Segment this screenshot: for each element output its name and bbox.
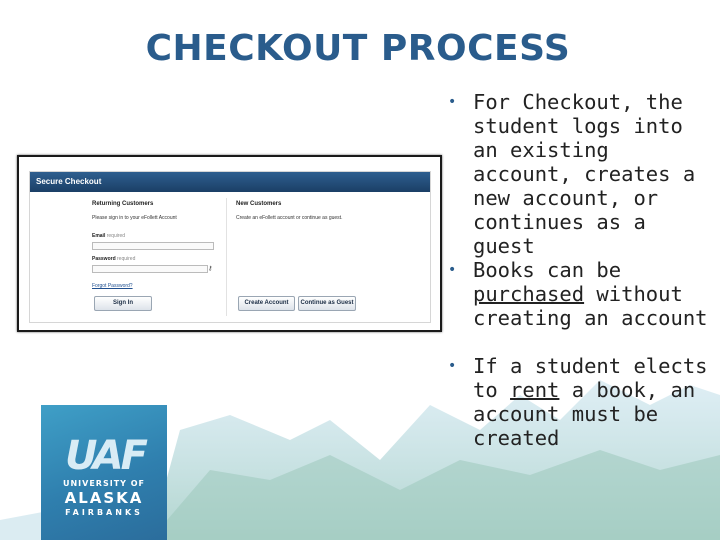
logo-line-3: FAIRBANKS (65, 508, 143, 517)
returning-customers-title: Returning Customers (92, 201, 154, 207)
uaf-mark: UAF (65, 433, 145, 479)
create-account-button[interactable]: Create Account (238, 296, 295, 311)
secure-checkout-header: Secure Checkout (30, 172, 430, 192)
bullet-dot-icon: • (448, 94, 457, 110)
key-icon: ⚷ (208, 265, 213, 272)
password-label: Password required (92, 256, 136, 262)
underlined-word: purchased (473, 282, 585, 306)
checkout-panel (29, 171, 431, 323)
new-customers-title: New Customers (236, 201, 282, 207)
logo-line-2: ALASKA (64, 489, 144, 507)
slide-title: CHECKOUT PROCESS (145, 28, 571, 69)
new-prompt: Create an eFollett account or continue as guest. (236, 215, 343, 221)
sign-in-button[interactable]: Sign In (94, 296, 152, 311)
logo-line-1: UNIVERSITY OF (62, 479, 146, 488)
checkout-screenshot (17, 155, 442, 332)
bullet-dot-icon: • (448, 358, 457, 374)
continue-as-guest-button[interactable]: Continue as Guest (298, 296, 356, 311)
password-field[interactable] (92, 265, 208, 273)
email-field[interactable] (92, 242, 214, 250)
returning-prompt: Please sign in to your eFollett Account (92, 215, 177, 221)
bullet-text: If a student elects to rent a book, an account must be created (473, 354, 708, 450)
column-divider (226, 198, 227, 316)
uaf-logo (41, 405, 167, 540)
bullet-text: For Checkout, the student logs into an existing account, creates a new account, or continues as a guest (473, 90, 696, 258)
bullet-dot-icon: • (448, 262, 457, 278)
bullet-text: Books can be purchased without creating an account (473, 258, 708, 330)
email-label: Email required (92, 233, 126, 239)
underlined-word: rent (510, 378, 560, 402)
forgot-password-link[interactable]: Forgot Password? (92, 283, 133, 289)
